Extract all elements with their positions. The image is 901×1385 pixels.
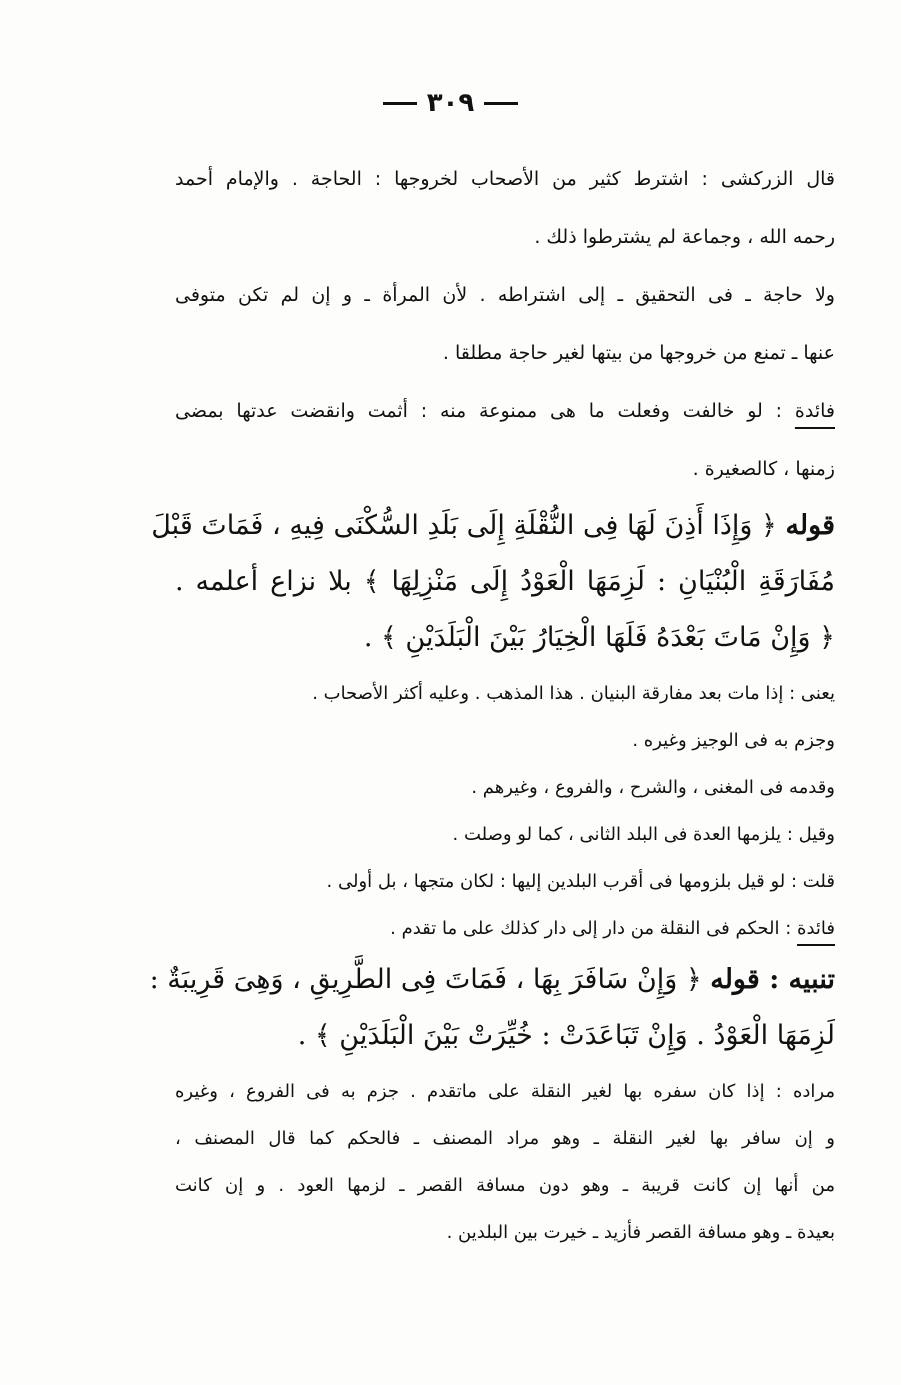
text-line: قلت : لو قيل بلزومها فى أقرب البلدين إليها : لكان متجها ، بل أولى . bbox=[326, 871, 835, 892]
quote-line bbox=[151, 498, 835, 554]
quote-line bbox=[149, 952, 835, 1008]
text-line: وقدمه فى المغنى ، والشرح ، والفروع ، وغيرهم . bbox=[471, 777, 835, 798]
text-line: يعنى : إذا مات بعد مفارقة البنيان . هذا المذهب . وعليه أكثر الأصحاب . bbox=[312, 683, 835, 704]
paragraph-murad bbox=[175, 1068, 835, 1256]
quote-line: لَزِمَهَا الْعَوْدُ . وَإِنْ تَبَاعَدَتْ : خُيِّرَتْ بَيْنَ الْبَلَدَيْنِ ﴾ . bbox=[297, 1020, 835, 1051]
page-body bbox=[149, 150, 835, 1256]
page-number-header bbox=[0, 88, 901, 118]
text-fragment: : لو خالفت وفعلت ما هى ممنوعة منه : أثمت وانقضت عدتها بمضى bbox=[175, 400, 795, 422]
paragraph-hajah bbox=[175, 266, 835, 382]
header-dash-right bbox=[484, 102, 518, 105]
text-line: بعيدة ـ وهو مسافة القصر فأزيد ـ خيرت بين البلدين . bbox=[446, 1222, 835, 1243]
quote-fragment: ﴿ وَإِذَا أَذِنَ لَهَا فِى النُّقْلَةِ إِلَى بَلَدِ السُّكْنَى فِيهِ ، فَمَاتَ قَبْلَ bbox=[151, 510, 786, 541]
quote-nuqla bbox=[151, 498, 835, 666]
paragraph-explanation bbox=[175, 670, 835, 905]
text-line bbox=[175, 905, 835, 952]
fa2ida-label: فائدة bbox=[797, 918, 835, 939]
quote-line: مُفَارَقَةِ الْبُنْيَانِ : لَزِمَهَا الْعَوْدُ إِلَى مَنْزِلِهَا ﴾ بلا نزاع أعلمه . bbox=[175, 566, 835, 597]
fa2ida-label: فائدة bbox=[794, 400, 835, 422]
text-line: ولا حاجة ـ فى التحقيق ـ إلى اشتراطه . لأن المرأة ـ و إن لم تكن متوفى bbox=[175, 284, 835, 306]
quote-line: ﴿ وَإِنْ مَاتَ بَعْدَهُ فَلَهَا الْخِيَارُ بَيْنَ الْبَلَدَيْنِ ﴾ . bbox=[363, 622, 835, 653]
paragraph-fa2ida-2 bbox=[175, 905, 835, 952]
qawluhu-label: قوله bbox=[785, 510, 835, 541]
text-fragment: : الحكم فى النقلة من دار إلى دار كذلك على ما تقدم . bbox=[390, 918, 798, 939]
quote-tanbih bbox=[149, 952, 835, 1064]
text-line: وقيل : يلزمها العدة فى البلد الثانى ، كما لو وصلت . bbox=[452, 824, 835, 845]
text-line: قال الزركشى : اشترط كثير من الأصحاب لخروجها : الحاجة . والإمام أحمد bbox=[175, 168, 835, 190]
paragraph-fa2ida-1 bbox=[175, 382, 835, 498]
text-line: زمنها ، كالصغيرة . bbox=[692, 458, 835, 480]
tanbih-label: تنبيه : قوله bbox=[710, 964, 835, 995]
text-line: و إن سافر بها لغير النقلة ـ وهو مراد المصنف ـ فالحكم كما قال المصنف ، bbox=[175, 1128, 835, 1149]
text-line: مراده : إذا كان سفره بها لغير النقلة على ماتقدم . جزم به فى الفروع ، وغيره bbox=[175, 1081, 835, 1102]
text-line: رحمه الله ، وجماعة لم يشترطوا ذلك . bbox=[534, 226, 835, 248]
text-line: من أنها إن كانت قريبة ـ وهو دون مسافة القصر ـ لزمها العود . و إن كانت bbox=[175, 1175, 835, 1196]
page-number: ٣٠٩ bbox=[426, 88, 475, 118]
text-line bbox=[175, 382, 835, 440]
text-line: عنها ـ تمنع من خروجها من بيتها لغير حاجة مطلقا . bbox=[442, 342, 835, 364]
text-line: وجزم به فى الوجيز وغيره . bbox=[632, 730, 835, 751]
paragraph-zarkashi bbox=[175, 150, 835, 266]
quote-fragment: ﴿ وَإِنْ سَافَرَ بِهَا ، فَمَاتَ فِى الطَّرِيقِ ، وَهِىَ قَرِيبَةٌ : bbox=[149, 964, 711, 995]
header-dash-left bbox=[383, 102, 417, 105]
